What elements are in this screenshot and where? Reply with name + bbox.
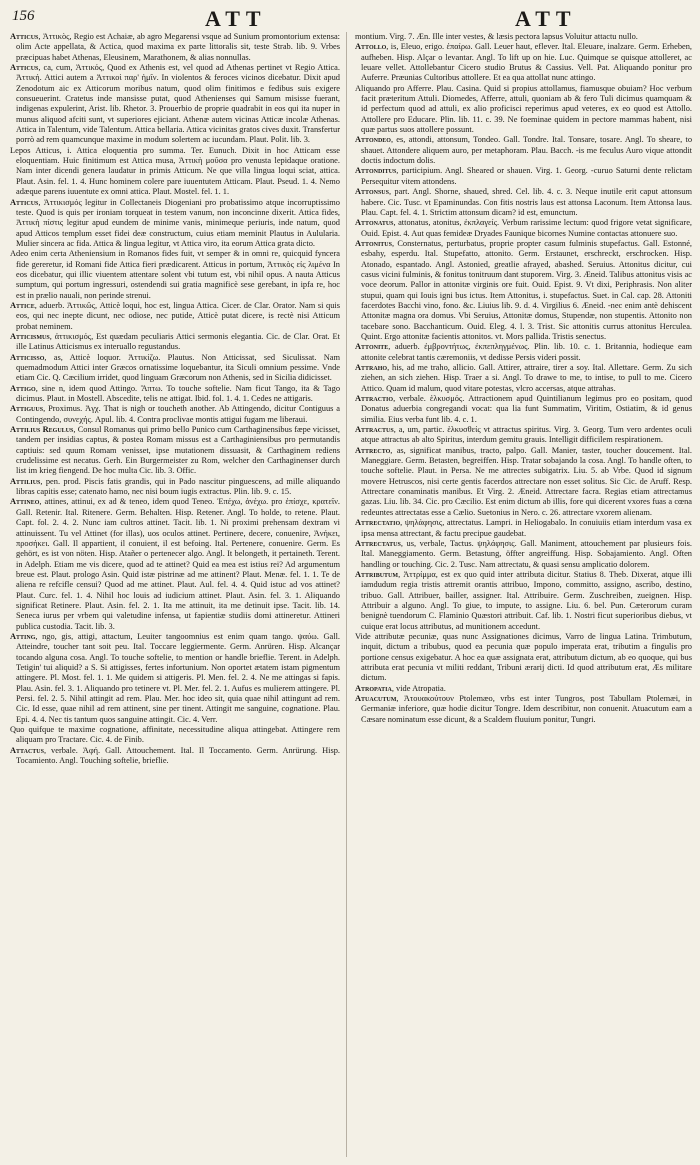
entry-headword: Atticus (10, 63, 39, 73)
dictionary-entry: Attonatus, attonatus, atonitus, ἐκπλαγείς. Verbum rarissime lectum: quod frigore vetat significare, Ouid. Epist. 4. Aut quas femideæ Dryades Faunique bicornes Numine contactas attonuere suo. (355, 218, 692, 238)
entry-text: ἀττικισμός, Est quædam peculiaris Attici sermonis elegantia. Cic. de Clar. Orat. Et ille Latinus Atticismus ex interuallo regustandus. (16, 331, 340, 352)
dictionary-entry (10, 249, 340, 301)
page-header (10, 6, 692, 32)
dictionary-entry: Atuacutum, Ἀτουακούτουν Ptolemæo, vrbs est inter Tungros, post Tabullam Ptolemæi, in Germaniæ inferiore, quæ hodie dicitur Tongre. Idem describitur, non conuenit. Atuacutum eam a Cæsare nominatum esse dicunt, & a Scaldem fluuium ponitur, Tungri. (355, 694, 692, 724)
entry-text: is, Eleuo, erigo. ἐπαίρω. Gall. Leuer haut, eflever. Ital. Eleuare, inalzare. Germ. Erheben, aufheben. Hisp. Alçar o levantar. Angl. To lift up on hie. Luc. Quimque se quisque attolleret, ac leuare vellet. Attollebantur Cicero studio Brutus & Cassius. Vell. Pat. Aliquando ponitur pro Auferre. Præunias Cultoribus attollere. Et ea qua attollat nunc attingo. (361, 42, 692, 83)
entry-text: participium. Angl. Sheared or shauen. Virg. 1. Georg. -curuo Saturni dente relictam Persequitur vitem attondens. (361, 166, 692, 186)
entry-headword: Atticisso (10, 352, 45, 362)
dictionary-entry: Atticus, Ἀττικισμός legitur in Collectaneis Diogeniani pro probatissimo atque incorruptissimo teste. Quod is quis per ironiam torqueat in testem vanum, non inconcinne dixerit. Attica fides, Ἀττικὴ πίστις legitur apud eundem de minime vanis, minimeque periuris, inde natum, quod apud Atticos templum esset fidei deæ constructum, cuius etiam meminit Plautus in Aulularia. Mulier sincera ac fida. Attica & lingua legitur, vt Attica viro, ita eorum Attica grata dicto. (10, 197, 340, 248)
entry-text: Ἀττικισμός legitur in Collectaneis Diogeniani pro probatissimo atque incorruptissimo teste. Quod is quis per ironiam torqueat in testem vanum, non inconcinne dixerit. Attica fides, Ἀττικὴ πίστις legitur apud eundem de minime vanis, minimeque periuris, inde natum, quod apud Atticos templum esset fidei deæ constructum, cuius etiam meminit Plautus in Aulularia. Mulier sincera ac fida. Attica & lingua legitur, vt Attica viro, ita eorum Attica grata dicto. (16, 197, 340, 248)
entry-text: vide Atropatia. (396, 683, 446, 693)
entry-headword: Attineo (10, 497, 40, 507)
entry-text: Ἀττικὸς, Regio est Achaiæ, ab agro Megarensi vsque ad Sunium promontorium extensa: olim Acte appellata, & Actica, quod maxima ex parte littoralis sit, teste Strab. lib. 9. Vrbes præcipuas habet Athenas, Eleusinem, Marathonem, & alias nonnullas. (16, 32, 341, 62)
entry-headword: Attonite (355, 342, 389, 352)
dictionary-entry: Attondeo, es, attondi, attonsum, Tondeo. Gall. Tondre. Ital. Tonsare, tosare. Angl. To sheare, to shauet. Attondere aliquem auro, per metaphoram. Plau. Bacch. -is me feculus Auro vique attondit doctis indoctum dolis. (355, 135, 692, 166)
entry-text: ca, cum, Ἀττικός, Quod ex Athenis est, vel quod ad Athenas pertinet vt Regio Attica. Ἀττική. Attici autem a Ἀττικοὶ παρ' ἡμῖν. In violentos & feroces vicinos dicebatur. Dixit apud Zenodotum aic ex Atticorum moribus natum, quod olim finitimos e fedibus suis exigere consueuerint. Cratetus inde mansisse putat, quod Athenienses qui Samum misisse fuerant, indigenas expulerint, Arist. lib. Rhetor. 3. Prouerbio de proprie quadrabit in eos qui ita nuper in munus aliquod afciti sunt, vt superiores ejiciant. Athenæ autem vicinas Atticæ incolæ Athenas. Attica in Talentum, vide Talentum. Attica bellaria. Attica vicinitas gratos cives duxit. Transfertur porrò ad rem quamcunque maxime in modum solertem ac iucundam. Plaut. Polit. lib. 3. (16, 63, 340, 145)
running-head-right: ATT (515, 6, 577, 31)
dictionary-entry: Attrecto, as, significat manibus, tracto, palpo. Gall. Manier, taster, toucher doucement. Ital. Maneggiare. Germ. Betasten, begreiffen. Hisp. Tratar sobajando la cosa. Angl. To handle often, to touche softelie. Plaut. in Persa. Ne me attrectes subigatrix. Liu. 5. ab Vrbe. Quod id signum movere Hetruscos, nisi certe gentis facerdos attrectare non esset solitus. Sic Cic. de Aruff. Resp. Attrectare conaminatis manibus. Et Virg. 2. Æneid. Attrectare facra. Regias etiam attrectamus gazas. Liu. lib. 34. Cic. pro Cæcilio. Est enim dictum ab illis, fore qui dicerent vxores fuas a cœna redeuntes attrectatas esse a Cælio. Suetonius in Nero. c. 26. attrectare vxorem alienam. (355, 445, 692, 517)
entry-headword: Attributum (355, 569, 399, 579)
entry-text: Aliquando pro Afferre. Plau. Casina. Quid si propius attollamus, fiamusque obuiam? Hoc verbum facit præteritum Attuli. Diomedes, Afferre, attuli, quoniam ab & fero Tuli dicimus quamquam & id perfectum quod ad attuli, ex alio proficisci reperimus apud veteres, ex eo quod est Attollo. Attollere pro Educare. Plin. lib. 11. c. 39. Ne foeminae quidem in pectore mammas habent, nisi quæ partus suos attollere possunt. (355, 83, 692, 135)
entry-headword: Attonditus (355, 166, 397, 176)
dictionary-entry: Atticus, Ἀττικὸς, Regio est Achaiæ, ab agro Megarensi vsque ad Sunium promontorium extensa: olim Acte appellata, & Actica, quod maxima ex parte littoralis sit, teste Strab. lib. 9. Vrbes præcipuas habet Athenas, Eleusinem, Marathonem, & alias nonnullas. (10, 32, 341, 62)
dictionary-entry: Attollo, is, Eleuo, erigo. ἐπαίρω. Gall. Leuer haut, eflever. Ital. Eleuare, inalzare. Germ. Erheben, aufheben. Hisp. Alçar o levantar. Angl. To lift up on hie. Luc. Quimque se quisque attolleret, ac leuare vellet. Attollebantur Cicero studio Brutus & Cassius. Vell. Pat. Aliquando ponitur pro Auferre. Præunias Cultoribus attollere. Et ea qua attollat nunc attingo. (355, 42, 692, 83)
entry-headword: Attonsus (355, 187, 389, 197)
entry-headword: Attractio (355, 394, 394, 404)
entry-headword: Attrectatus (355, 538, 401, 548)
entry-headword: Atticismus (10, 331, 50, 341)
entry-headword: Attraho (355, 363, 388, 372)
dictionary-entry: Atropatia, vide Atropatia. (355, 683, 446, 693)
dictionary-entry (10, 725, 340, 746)
dictionary-entry: Attonsus, part. Angl. Shorne, shaued, shred. Cel. lib. 4. c. 3. Neque inutile erit caput attonsum habere. Cic. Tusc. vt Epaminundas. Con fitis nostris laus est attonsa Laconum. Item Attonsa laus. Plau. Capt. fel. 4. 1. Strictim attonsum dicam? id est, emunctum. (355, 187, 692, 217)
entry-text: montium. Virg. 7. Æn. Ille inter vestes, & læsis pectora lapsus Voluitur attactu nullo. (355, 32, 638, 41)
dictionary-entry: Attonitus, Consternatus, perturbatus, proprie propter casum fulminis stupefactus. Gall. Estonné, esbahy, esperdu. Ital. Stupefatto, attonito. Germ. Erstaunet, erschreckt, erschrocken. Hisp. Atonado, espantado. Angl. Astonied, greatlie afrayed, abashed. Seruius. Attonitus dicitur, cui casus vicini fulminis, & fonitus tonitruum dant stuporem. Virg. 3. Æneid. Talibus attonitus visis ac voce deorum. Pallor in attonitæ virginis ore fuit. Ouid. Epist. 9. Vt dixi, Periphrasis. Non aliter stupui, quam qui Iouis igni bus ictus. Item Attonitus, i. stupefactus. Suet. in Cal. cap. 28. Attoniti facerdotes Bacchi vino, fono. &c. Liuius lib. 9. d. 4. Virgilius 6. Æneid. -nec enim antè dehiscent Attonitæ magna ora domus. Vbi Seruius, Attonitæ domus, Stupendæ, non stupentis. Attonito non tacebare sono. Bacchanticum. Ouid. Eleg. 4. l. 3. Trist. Sic attonitis currus attonitus Herculea. Quint. Ergo attonitæ facientis attonitos. vt. Mors pallida. Tristis senectus. (355, 238, 692, 341)
entry-headword: Attilius (10, 476, 41, 486)
dictionary-entry: Attractio, verbale. ἑλκυσμός. Attractionem apud Quintilianum legimus pro eo positam, quod Donatus aduerbia congregandi vocat: qua lia funt Summatim, Viritim, Ostiatim, & id genus similia. Eius verba funt lib. 4. c. 1. (355, 394, 692, 424)
entry-text: his, ad me traho, allicio. Gall. Attirer, attraire, tirer a soy. Ital. Allettare. Germ. Zu sich ziehen, an sich ziehen. Hisp. Traer a si. Angl. To drawe to me, to intise, to pull to me. Cicero Attico. Quam id malum, quod vitare potestas, vlcro accersas, atque attrahas. (361, 363, 692, 393)
entry-text: Lepos Atticus, i. Attica eloquentia pro summa. Ter. Eunuch. Dixit in hoc Atticam esse eloquentiam. Huic finitimum est Attica musa, Ἀττικὴ μοῦσα pro venusta lepidaque oratione. Nam inter dicendi genera laudatur in primis Atticum. Ne que villa lingua loqui sciat, attica. Plaut. Asin. fel. 1. 4. Hunc hominem colere pare iuuentutem Atticam. Plaut. Pseud. 1. 4. Nemo adæque parens iuuentute ex omni attica. Plaut. Mostel. fel. 1. 1. (10, 145, 340, 197)
entry-headword: Attilius Regulus (10, 425, 74, 435)
entry-text: Adeo enim certa Atheniensium in Romanos fides fuit, vt semper & in omni re, quicquid fyncera fide gereretur, id Romani fide Attica fieri prædicarent. Atticus in portum, Ἀττικὸς εἰς λιμένα In eos dicebatur, qui illic viuentem attentare solent vbi tutum est, vbi nihil opus. A nauta Atticus sumptum, qui portum ingressuri, ostendendi sui gratia magnificè sese gerebant, in ipfa re, hoc est in prælio nauali, non perinde strenui. (10, 249, 340, 300)
dictionary-entry: Attonditus, participium. Angl. Sheared or shauen. Virg. 1. Georg. -curuo Saturni dente relictam Persequitur vitem attondens. (355, 166, 692, 186)
entry-text: Consternatus, perturbatus, proprie propter casum fulminis stupefactus. Gall. Estonné, esbahy, esperdu. Ital. Stupefatto, attonito. Germ. Erstaunet, erschreckt, erschrocken. Hisp. Atonado, espantado. Angl. Astonied, greatlie afrayed, abashed. Seruius. Attonitus dicitur, cui casus vicini fulminis, & fonitus tonitruum dant stuporem. Virg. 3. Æneid. Talibus attonitus visis ac voce deorum. Pallor in attonitæ virginis ore fuit. Ouid. Epist. 9. Vt dixi, Periphrasis. Non aliter stupui, quam qui Iouis igni bus ictus. Item Attonitus, i. stupefactus. Suet. in Cal. cap. 28. Attoniti facerdotes Bacchi vino, fono. &c. Liuius lib. 9. d. 4. Virgilius 6. Æneid. -nec enim antè dehiscent Attonitæ magna ora domus. Vbi Seruius, Attonitæ domus, Stupendæ, non stupentis. Attonito non tacebare sono. Bacchanticum. Ouid. Eleg. 4. l. 3. Trist. Sic attonitis currus attonitus Herculea. Quint. Ergo attonitæ facientis attonitos. vt. Mors pallida. Tristis senectus. (361, 238, 692, 341)
entry-text: Ἀτουακούτουν Ptolemæo, vrbs est inter Tungros, post Tabullam Ptolemæi, in Germaniæ inferiore, quæ hodie dicitur Tongre. Idem describitur, non conuenit. Atuacutum eam a Cæsare nominatum esse dicunt, & a Scaldem fluuium ponitur, Tungri. (361, 694, 692, 724)
entry-text: sine n, idem quod Attingo. Ἅπτω. To touche softelie. Nam ficut Tango, ita & Tago dicimus. Plaut. in Mostell. Abscedite, telis ne attigat. Ibid. fol. 1. 4. 1. Cedes ne attigaris. (16, 383, 341, 404)
entry-text: Consul Romanus qui primo bello Punico cum Carthaginensibus fæpe vicisset, tandem per insidias captus, & postea Romam missus est a Carthaginiensibus pro permutandis captiuis: sed quum Romam venisset, ipse mutationem dissuasit, & Carthaginem rediens crudelissime est necatus. Gerh. Ein Burgermeister zu Rom, welcher den Carthaginenser durch list im krieg fiengend. De hoc multa Cic. lib. 3. Offic. (16, 425, 341, 476)
entry-text: aduerb. ἐμβροντήτως, ἐκπεπληγμένως. Plin. lib. 10. c. 1. Britannia, hodieque eam attonite celebrat tantis cæremoniis, vt dedisse Persis videri possit. (361, 342, 692, 362)
entry-text: attonatus, atonitus, ἐκπλαγείς. Verbum rarissime lectum: quod frigore vetat significare, Ouid. Epist. 4. Aut quas femideæ Dryades Faunique bicornes Numine contactas attonuere suo. (361, 218, 692, 238)
entry-headword: Attrecto (355, 445, 391, 455)
dictionary-entry: Attilius, pen. prod. Piscis fatis grandis, qui in Pado nascitur pinguescens, ad mille aliquando libras capitis esse; catenato hamo, nec nisi boum iugis extractus. Plin. lib. 9. c. 15. (10, 476, 341, 497)
entry-text: us, verbale, Tactus. ψηλάφησις. Gall. Maniment, attouchement par plusieurs fois. Ital. Maneggiamento. Germ. Betastung, öffter angreiffung. Hisp. Sobajamiento. Angl. Often handling or touching. Cic. 2. Tusc. Nam attrectatu, & quasi sensu amplicatio dolorem. (361, 538, 692, 569)
entry-headword: Atropatia (355, 683, 392, 693)
dictionary-entry (10, 146, 340, 198)
left-column (10, 32, 347, 1157)
entry-text: Ἀττρίμμα, est ex quo quid inter attributa dicitur. Statius 8. Theb. Dixerat, atque illi iamdudum regia tristis attremit orantis attribuo, Impono, committo, assigno, ascribo, destino, tribuo. Gall. Attribuer, bailler, assigner. Ital. Attribuire. Germ. Zuschreiben, zueignen. Hisp. Attribuir a alguno. Angl. To giue, to impute, to assigne. Liu. 6. bel. Pun. Cæterorum curam benignè tuendorum C. Flaminio Quæstori attribuit. Caf. lib. 1. Nostri ficut superioribus diebus, vt cuique erat locus attributus, ad munitionem accedunt. (361, 569, 692, 631)
entry-headword: Atuacutum (355, 694, 397, 703)
entry-text: attines, attinui, ex ad & teneo, idem quod Teneo. Ἐπέχω, ἀνέχω. pro ἐπίσχε, κρατεῖν. Gall. Retenir. Ital. Ritenere. Germ. Behalten. Hisp. Retener. Angl. To holde, to retene. Plaut. Capt. fol. 2. 4. 2. Nunc iam cultros attinet. Tacit. lib. 1. Ni proximi prehensam dextram vi attinuissent. Tu vel Attinet (for illas), uos oculos attinet. Pertinere, decere, conuenire, Ἀνήκει, προσήκει. Gall. Il appartient, il conuient, il est befoing. Ital. Pertenere, conuenire. Germ. Es gehört, es ist von nöten. Hisp. Atañer o pertenecer algo. Angl. It belongeth, it pertaineth. Terent. in Adelph. Etiam me vis dicere, quod ad te attinet? Quid ea mea est istius rei? Ad argumentum breue est. Plaut. prologo Asin. Quid istæ pistrinæ ad me attinent? Plaut. Menæ. fel. 1. 1. Te de aliena re refcifle censui? Quod ad me attinet. Plaut. Aul. fel. 4. 4. Quid istuc ad vos attinet? Plaut. Curc. fel. 1. 4. Nihil hoc louis ad iudicium attinet. Plaut. Asin. fel. 3. 1. Aliquando significat Retinere. Plaut. Asin. fel. 2. 1. Ita me attinuit, ita me detinuit ipse. Tacit. lib. 14. Seneca iurus per vrbem qui valetudine infensa, ut fapientiæ studiis domi attineretur. Attineri publica custodia. Tacit. lib. 3. (16, 497, 340, 631)
entry-text: Quo quifque te maxime cognatione, affinitate, necessitudine aliqua attingebat. Attingere rem aliquam pro Tractare. Cic. 4. de Finib. (10, 725, 340, 745)
entry-text: as, Atticè loquor. Ἀττικίζω. Plautus. Non Atticissat, sed Siculissat. Nam quemadmodum Attici inter Græcos ornatissime loquebantur, ita Siculi omnium pessime. Vnde etiam Cic. Q. Cæcilium irridet, quod linguam Græcorum non Athenis, sed in Sicilia didicisset. (16, 352, 341, 383)
entry-headword: Atting (10, 631, 36, 641)
dictionary-entry (355, 632, 692, 684)
dictionary-entry: Attrectatus, us, verbale, Tactus. ψηλάφησις. Gall. Maniment, attouchement par plusieurs fois. Ital. Maneggiamento. Germ. Betastung, öffter angreiffung. Hisp. Sobajamiento. Angl. Often handling or touching. Cic. 2. Tusc. Nam attrectatu, & quasi sensu amplicatio dolorem. (355, 538, 692, 569)
entry-headword: Atticus (10, 32, 39, 41)
entry-headword: Attonatus (355, 218, 394, 228)
entry-text: pen. prod. Piscis fatis grandis, qui in Pado nascitur pinguescens, ad mille aliquando libras capitis esse; catenato hamo, nec nisi boum iugis extractus. Plin. lib. 9. c. 15. (16, 476, 341, 497)
entry-text: part. Angl. Shorne, shaued, shred. Cel. lib. 4. c. 3. Neque inutile erit caput attonsum habere. Cic. Tusc. vt Epaminundas. Con fitis nostris laus est attonsa Laconum. Item Attonsa laus. Plau. Capt. fel. 4. 1. Strictim attonsum dicam? id est, emunctum. (361, 187, 692, 217)
entry-text: Vide attributæ pecuniæ, quas nunc Assignationes dicimus, Varro de lingua Latina. Trimbutum, inquit, dictum a tribubus, quod ea pecunia quæ populo imperata erat, tributim a fingulis pro portione census exigebatur. A hoc ea quæ assignata erat, attributum dictum, ab eo quoque, qui bus attributa erat pecunia vt militi reddant, Tribuni ærarij dicti. Id quod attributum erat, Æs militare dictum. (355, 631, 692, 683)
entry-text: Proximus. Ἀγχ. That is nigh or toucheth another. Ab Attingendo, dicitur Contiguus a Contingendo, συνεχής. Apul. lib. 4. Contra proclivae montis attigui fugam me liberaui. (16, 404, 341, 424)
dictionary-entry: Attineo, attines, attinui, ex ad & teneo, idem quod Teneo. Ἐπέχω, ἀνέχω. pro ἐπίσχε, κρατεῖν. Gall. Retenir. Ital. Ritenere. Germ. Behalten. Hisp. Retener. Angl. To holde, to retene. Plaut. Capt. fol. 2. 4. 2. Nunc iam cultros attinet. Tacit. lib. 1. Ni proximi prehensam dextram vi attinuissent. Tu vel Attinet (for illas), uos oculos attinet. Pertinere, decere, conuenire, Ἀνήκει, προσήκει. Gall. Il appartient, il conuient, il est befoing. Ital. Pertenere, conuenire. Germ. Es gehört, es ist von nöten. Hisp. Atañer o pertenecer algo. Angl. It belongeth, it pertaineth. Terent. in Adelph. Etiam me vis dicere, quod ad te attinet? Quid ea mea est istius rei? Ad argumentum breue est. Plaut. prologo Asin. Quid istæ pistrinæ ad me attinent? Plaut. Menæ. fel. 1. 1. Te de aliena re refcifle censui? Quod ad me attinet. Plaut. Aul. fel. 4. 4. Quid istuc ad vos attinet? Plaut. Curc. fel. 1. 4. Nihil hoc louis ad iudicium attinet. Plaut. Asin. fel. 3. 1. Aliquando significat Retinere. Plaut. Asin. fel. 2. 1. Ita me attinuit, ita me detinuit ipse. Tacit. lib. 14. Seneca iurus per vrbem qui valetudine infensa, ut fapientiæ studiis domi attineretur. Attineri publica custodia. Tacit. lib. 3. (10, 497, 340, 631)
dictionary-entry: Atting, ngo, gis, attigi, attactum, Leuiter tangoomnius est enim quam tango. ψαύω. Gall. Atteindre, toucher tant soit peu. Ital. Toccare leggiermente. Germ. Anrüren. Hisp. Alcançar tocando alguna cosa. Angl. To touche softelie, to mention or handle brieflie. Terent. in Adelph. Tetigin' tui aliquid? a S. Si attigisses, fertes infortunium. Non oportet ætatem istam pigmentum attingere. Pl. Most. fel. 1. 1. Me quidem si attigeris. Pl. Men. fel. 2. 4. Ne me attingas si fapis. Plau. Asin. fel. 3. 1. Aliquando pro tetinere vt. Pl. Mer. fel. 2. 1. Aufus es mulierem attingere. Pl. Persi. fel. 2. 5. Nihil attingit ad rem. Plau. Mer. hoc ideo sit, quia quae nihil attingunt ad rem. Cic. Id esse, quae nihil ad rem attinent, sine per tinent. Attingit me sanguine, cognatione. Plau. Epi. 4. 4. Nec tis tantum quos sanguine attingit. Cic. 4. Verr. (10, 631, 340, 724)
entry-headword: Attiguus (10, 404, 44, 414)
entry-text: a, um, partic. ἑλκυσθείς vt attractus spiritus. Virg. 3. Georg. Tum vero ardentes oculi atque attractus ab alto Spiritus, interdum gemitu grauis. Intelligit difficilem respirationem. (361, 425, 692, 445)
entry-text: aduerb. Ἀττικῶς, Atticè loqui, hoc est, lingua Attica. Cicer. de Clar. Orator. Nam si quis eos, qui nec inepte dicunt, nec odiose, nec putide, Atticè putat dicere, is rectè nisi Atticum probat neminem. (16, 300, 340, 331)
dictionary-entry: Attactus, verbale. Ἁφή. Gall. Attouchement. Ital. Il Toccamento. Germ. Anrürung. Hisp. Tocamiento. Angl. Touching softelie, brieflie. (10, 745, 341, 766)
entry-headword: Attollo (355, 42, 387, 52)
entry-headword: Attactus (10, 745, 44, 755)
entry-text: verbale. Ἁφή. Gall. Attouchement. Ital. Il Toccamento. Germ. Anrürung. Hisp. Tocamiento. Angl. Touching softelie, brieflie. (16, 745, 341, 766)
entry-headword: Atticus (10, 197, 39, 207)
dictionary-entry: Atticus, ca, cum, Ἀττικός, Quod ex Athenis est, vel quod ad Athenas pertinet vt Regio Attica. Ἀττική. Attici autem a Ἀττικοὶ παρ' ἡμῖν. In violentos & feroces vicinos dicebatur. Dixit apud Zenodotum aic ex Atticorum moribus natum, quod olim finitimos e fedibus suis exigere consueuerint. Cratetus inde mansisse putat, quod Athenienses qui Samum misisse fuerant, indigenas expulerint, Arist. lib. Rhetor. 3. Prouerbio de proprie quadrabit in eos qui ita nuper in munus aliquod afciti sunt, vt superiores ejiciant. Athenæ autem vicinas Atticæ incolæ Athenas. Attica in Talentum, vide Talentum. Attica bellaria. Attica vicinitas gratos cives duxit. Transfertur porrò ad rem quamcunque maxime in modum solertem ac iucundam. Plaut. Polit. lib. 3. (10, 63, 340, 145)
dictionary-entry: Attonite, aduerb. ἐμβροντήτως, ἐκπεπληγμένως. Plin. lib. 10. c. 1. Britannia, hodieque eam attonite celebrat tantis cæremoniis, vt dedisse Persis videri possit. (355, 342, 692, 362)
entry-headword: Attigo (10, 383, 36, 393)
dictionary-entry: Attractus, a, um, partic. ἑλκυσθείς vt attractus spiritus. Virg. 3. Georg. Tum vero ardentes oculi atque attractus ab alto Spiritus, interdum gemitu grauis. Intelligit difficilem respirationem. (355, 425, 692, 445)
text-columns (10, 32, 692, 1157)
entry-headword: Attonitus (355, 238, 392, 248)
right-column (355, 32, 692, 1157)
dictionary-entry: Attrectatio, ψηλάφησις, attrectatus. Lampri. in Heliogabalo. In conuiuiis etiam interdum vasa ex ipsa mensa attrectant, & factu precipue gaudebat. (355, 518, 692, 538)
entry-text: ψηλάφησις, attrectatus. Lampri. in Heliogabalo. In conuiuiis etiam interdum vasa ex ipsa mensa attrectant, & factu precipue gaudebat. (361, 518, 692, 538)
dictionary-entry: Atticisso, as, Atticè loquor. Ἀττικίζω. Plautus. Non Atticissat, sed Siculissat. Nam quemadmodum Attici inter Græcos ornatissime loquebantur, ita Siculi omnium pessime. Vnde etiam Cic. Q. Cæcilium irridet, quod linguam Græcorum non Athenis, sed in Sicilia didicisset. (10, 352, 341, 383)
entry-headword: Attrectatio (355, 518, 401, 528)
entry-headword: Attractus (355, 425, 394, 435)
page-number: 156 (12, 8, 35, 24)
entry-headword: Attice (10, 300, 35, 310)
entry-text: verbale. ἑλκυσμός. Attractionem apud Quintilianum legimus pro eo positam, quod Donatus aduerbia congregandi vocat: qua lia funt Summatim, Viritim, Ostiatim, & id genus similia. Eius verba funt lib. 4. c. 1. (361, 394, 692, 424)
entry-text: es, attondi, attonsum, Tondeo. Gall. Tondre. Ital. Tonsare, tosare. Angl. To sheare, to shauet. Attondere aliquem auro, per metaphoram. Plau. Bacch. -is me feculus Auro vique attondit doctis indoctum dolis. (361, 135, 692, 166)
dictionary-entry (355, 32, 692, 42)
entry-headword: Attondeo (355, 135, 391, 145)
dictionary-entry (355, 84, 692, 136)
dictionary-entry: Atticismus, ἀττικισμός, Est quædam peculiaris Attici sermonis elegantia. Cic. de Clar. Orat. Et ille Latinus Atticismus ex interuallo regustandus. (10, 331, 340, 352)
dictionary-entry: Attributum, Ἀττρίμμα, est ex quo quid inter attributa dicitur. Statius 8. Theb. Dixerat, atque illi iamdudum regia tristis attremit orantis attribuo, Impono, committo, assigno, ascribo, destino, tribuo. Gall. Attribuer, bailler, assigner. Ital. Attribuire. Germ. Zuschreiben, zueignen. Hisp. Attribuir a alguno. Angl. To giue, to impute, to assigne. Liu. 6. bel. Pun. Cæterorum curam benignè tuendorum C. Flaminio Quæstori attribuit. Caf. lib. 1. Nostri ficut superioribus diebus, vt cuique erat locus attributus, ad munitionem accedunt. (355, 569, 692, 631)
entry-text: ngo, gis, attigi, attactum, Leuiter tangoomnius est enim quam tango. ψαύω. Gall. Atteindre, toucher tant soit peu. Ital. Toccare leggiermente. Germ. Anrüren. Hisp. Alcançar tocando alguna cosa. Angl. To touche softelie, to mention or handle brieflie. Terent. in Adelph. Tetigin' tui aliquid? a S. Si attigisses, fertes infortunium. Non oportet ætatem istam pigmentum attingere. Pl. Most. fel. 1. 1. Me quidem si attigeris. Pl. Men. fel. 2. 4. Ne me attingas si fapis. Plau. Asin. fel. 3. 1. Aliquando pro tetinere vt. Pl. Mer. fel. 2. 1. Aufus es mulierem attingere. Pl. Persi. fel. 2. 5. Nihil attingit ad rem. Plau. Mer. hoc ideo sit, quia quae nihil attingunt ad rem. Cic. Id esse, quae nihil ad rem attinent, sine per tinent. Attingit me sanguine, cognatione. Plau. Epi. 4. 4. Nec tis tantum quos sanguine attingit. Cic. 4. Verr. (16, 631, 340, 724)
entry-text: as, significat manibus, tracto, palpo. Gall. Manier, taster, toucher doucement. Ital. Maneggiare. Germ. Betasten, begreiffen. Hisp. Tratar sobajando la cosa. Angl. To handle often, to touche softelie. Plaut. in Persa. Ne me attrectes subigatrix. Liu. 5. ab Vrbe. Quod id signum movere Hetruscos, nisi certe gentis facerdos attrectare non esset solitus. Sic Cic. de Aruff. Resp. Attrectare conaminatis manibus. Et Virg. 2. Æneid. Attrectare facra. Regias etiam attrectamus gazas. Liu. lib. 34. Cic. pro Cæcilio. Est enim dictum ab illis, fore qui dicerent vxores fuas a cœna redeuntes attrectatas esse a Cælio. Suetonius in Nero. c. 26. attrectare vxorem alienam. (361, 445, 692, 517)
dictionary-entry: Attiguus, Proximus. Ἀγχ. That is nigh or toucheth another. Ab Attingendo, dicitur Contiguus a Contingendo, συνεχής. Apul. lib. 4. Contra proclivae montis attigui fugam me liberaui. (10, 404, 341, 424)
dictionary-entry: Attraho, his, ad me traho, allicio. Gall. Attirer, attraire, tirer a soy. Ital. Allettare. Germ. Zu sich ziehen, an sich ziehen. Hisp. Traer a si. Angl. To drawe to me, to intise, to pull to me. Cicero Attico. Quam id malum, quod vitare potestas, vlcro accersas, atque attrahas. (355, 363, 692, 393)
dictionary-entry: Attice, aduerb. Ἀττικῶς, Atticè loqui, hoc est, lingua Attica. Cicer. de Clar. Orator. Nam si quis eos, qui nec inepte dicunt, nec odiose, nec putide, Atticè putat dicere, is rectè nisi Atticum probat neminem. (10, 300, 340, 331)
running-head-left: ATT (205, 6, 267, 31)
dictionary-entry: Attigo, sine n, idem quod Attingo. Ἅπτω. To touche softelie. Nam ficut Tango, ita & Tago dicimus. Plaut. in Mostell. Abscedite, telis ne attigat. Ibid. fol. 1. 4. 1. Cedes ne attigaris. (10, 383, 341, 404)
dictionary-entry: Attilius Regulus, Consul Romanus qui primo bello Punico cum Carthaginensibus fæpe vicisset, tandem per insidias captus, & postea Romam missus est a Carthaginiensibus pro permutandis captiuis: sed quum Romam venisset, ipse mutationem dissuasit, & Carthaginem rediens crudelissime est necatus. Gerh. Ein Burgermeister zu Rom, welcher den Carthaginenser durch list im krieg fiengend. De hoc multa Cic. lib. 3. Offic. (10, 425, 341, 476)
